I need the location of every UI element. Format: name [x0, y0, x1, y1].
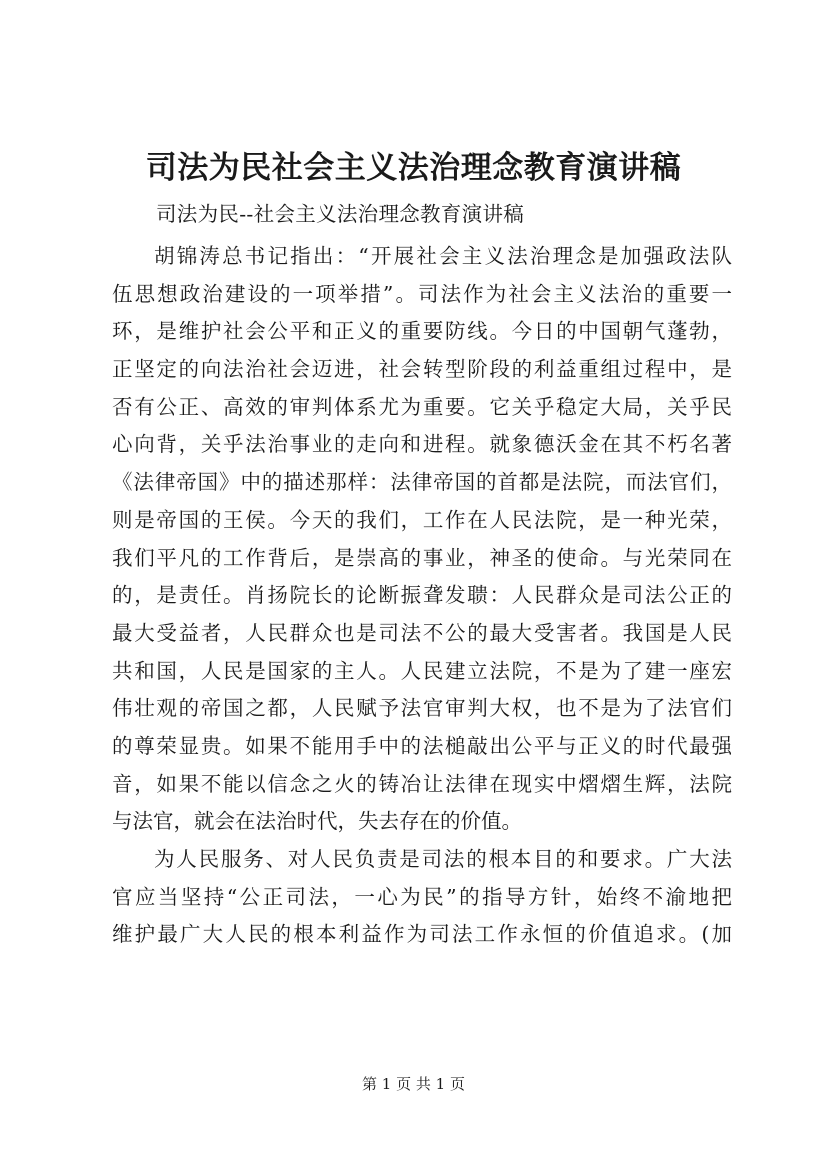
body-line: 的，是责任。肖扬院长的论断振聋发聩：人民群众是司法公正的: [112, 583, 732, 608]
page-number-footer: 第 1 页 共 1 页: [362, 1075, 465, 1093]
body-line: 音，如果不能以信念之火的铸冶让法律在现实中熠熠生辉，法院: [112, 771, 732, 796]
body-line: 心向背，关乎法治事业的走向和进程。就象德沃金在其不朽名著: [112, 432, 732, 457]
body-line: 《法律帝国》中的描述那样：法律帝国的首都是法院，而法官们，: [112, 470, 732, 495]
body-line: 官应当坚持“公正司法，一心为民”的指导方针，始终不渝地把: [112, 884, 732, 909]
document-title: 司法为民社会主义法治理念教育演讲稿: [145, 150, 682, 186]
body-line: 的尊荣显贵。如果不能用手中的法槌敲出公平与正义的时代最强: [112, 733, 732, 758]
body-line: 维护最广大人民的根本利益作为司法工作永恒的价值追求。(加: [112, 922, 732, 947]
body-line: 与法官，就会在法治时代，失去存在的价值。: [112, 809, 522, 834]
body-line: 最大受益者，人民群众也是司法不公的最大受害者。我国是人民: [112, 620, 732, 645]
body-line: 我们平凡的工作背后，是崇高的事业，神圣的使命。与光荣同在: [112, 545, 732, 570]
body-line: 伍思想政治建设的一项举措”。司法作为社会主义法治的重要一: [112, 281, 732, 306]
body-line: 胡锦涛总书记指出：“开展社会主义法治理念是加强政法队: [154, 244, 732, 268]
body-line: 否有公正、高效的审判体系尤为重要。它关乎稳定大局，关乎民: [112, 394, 732, 419]
body-line: 则是帝国的王侯。今天的我们，工作在人民法院，是一种光荣，: [112, 507, 732, 532]
body-line: 伟壮观的帝国之都，人民赋予法官审判大权，也不是为了法官们: [112, 696, 732, 721]
body-line: 为人民服务、对人民负责是司法的根本目的和要求。广大法: [154, 847, 732, 871]
document-body: [112, 238, 732, 954]
body-line: 正坚定的向法治社会迈进，社会转型阶段的利益重组过程中，是: [112, 357, 732, 382]
document-subtitle: 司法为民--社会主义法治理念教育演讲稿: [156, 202, 525, 226]
body-line: 环，是维护社会公平和正义的重要防线。今日的中国朝气蓬勃，: [112, 319, 732, 344]
body-line: 共和国，人民是国家的主人。人民建立法院，不是为了建一座宏: [112, 658, 732, 683]
